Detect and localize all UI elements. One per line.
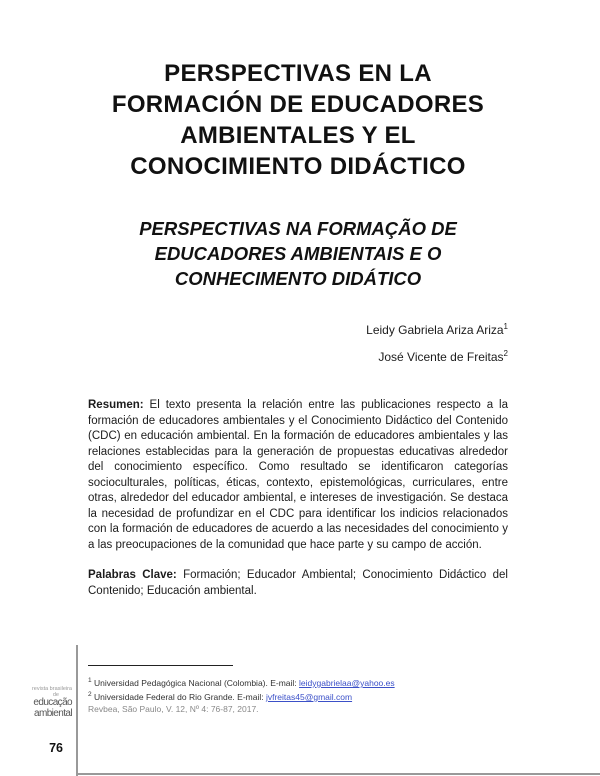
article-content bbox=[88, 0, 508, 599]
sidebar-vertical-rule bbox=[76, 645, 78, 776]
keywords-paragraph bbox=[88, 568, 508, 599]
article-title-portuguese bbox=[88, 216, 508, 291]
footnote-marker: 1 bbox=[88, 677, 92, 684]
abstract-text: El texto presenta la relación entre las publicaciones respecto a la formación de educadores ambientales y el Conocimiento Didáctico del Contenido (CDC) en educación ambiental. En la formación de educadores ambientales y las relaciones establecidas para la generación de propuestas educativas alrededor del conocimiento específico. Como resultado se identificaron categorías socioculturales, políticas, éticas, contexto, epistemológicas, curriculares, entre otras, alrededor del educador ambiental, e intereses de investigación. Se destaca la necesidad de profundizar en el CDC para identificar los indicios relacionados con la formación de educadores de acuerdo a las necesidades del conocimiento y a las preocupaciones de la comunidad que hace parte y su campo de acción. bbox=[88, 399, 508, 551]
title-line: AMBIENTALES Y EL bbox=[180, 122, 416, 149]
journal-logo-text-small: revista brasileira bbox=[31, 686, 72, 692]
journal-logo-text-large: ambiental bbox=[34, 707, 72, 719]
footnote-text: Universidad Pedagógica Nacional (Colombia). E-mail: bbox=[94, 677, 300, 688]
title-line: CONOCIMIENTO DIDÁCTICO bbox=[130, 153, 466, 180]
keywords-label: Palabras Clave: bbox=[88, 569, 177, 581]
author-name: José Vicente de Freitas bbox=[378, 350, 504, 364]
author-footnote-ref: 1 bbox=[503, 322, 508, 331]
page-bottom-rule bbox=[76, 773, 600, 775]
keywords-text: Formación; Educador Ambiental; Conocimiento Didáctico del Contenido; Educación ambiental. bbox=[88, 569, 508, 597]
journal-logo-text-small: de bbox=[52, 692, 59, 698]
page-number: 76 bbox=[49, 741, 63, 755]
footnote-area bbox=[88, 665, 508, 715]
author-2 bbox=[88, 342, 508, 369]
article-title-spanish bbox=[88, 58, 508, 182]
footnote-text: Universidade Federal do Rio Grande. E-mail: bbox=[94, 691, 266, 702]
author-footnote-ref: 2 bbox=[503, 349, 508, 358]
title-line: PERSPECTIVAS EN LA bbox=[164, 60, 432, 87]
subtitle-line: EDUCADORES AMBIENTAIS E O bbox=[154, 243, 442, 264]
email-link-author-2[interactable]: jvfreitas45@gmail.com bbox=[265, 691, 353, 702]
journal-citation: Revbea, São Paulo, V. 12, Nº 4: 76-87, 2017. bbox=[88, 703, 259, 714]
author-block bbox=[88, 315, 508, 369]
author-name: Leidy Gabriela Ariza Ariza bbox=[366, 323, 504, 337]
abstract-label: Resumen: bbox=[88, 399, 144, 411]
footnote-2 bbox=[88, 689, 508, 703]
subtitle-line: CONHECIMENTO DIDÁTICO bbox=[174, 268, 422, 289]
journal-logo-sidebar bbox=[0, 686, 72, 755]
footnote-1 bbox=[88, 675, 508, 689]
title-line: FORMACIÓN DE EDUCADORES bbox=[111, 91, 485, 118]
footnote-separator-rule bbox=[88, 665, 233, 666]
journal-logo-text-large: educação bbox=[33, 697, 72, 708]
email-link-author-1[interactable]: leidygabrielaa@yahoo.es bbox=[299, 677, 395, 688]
footnotes bbox=[88, 675, 508, 715]
footnote-marker: 2 bbox=[88, 690, 92, 698]
author-1 bbox=[88, 315, 508, 342]
subtitle-line: PERSPECTIVAS NA FORMAÇÃO DE bbox=[139, 218, 457, 239]
abstract-paragraph bbox=[88, 398, 508, 553]
